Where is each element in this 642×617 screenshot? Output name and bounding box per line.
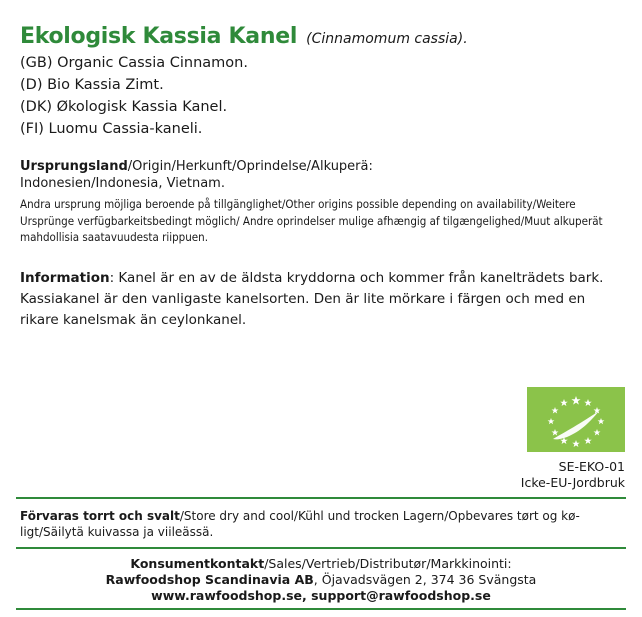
storage-text: /Store dry and cool/Kühl und trocken Lagern/Opbevares tørt og kø-ligt/Säilytä kuivassa ja viileässä.	[20, 509, 580, 539]
company-name: Rawfoodshop Scandinavia AB	[105, 572, 314, 587]
product-title	[20, 24, 468, 49]
contact-web-email[interactable]	[0, 588, 642, 604]
certification-codes	[521, 459, 625, 491]
information-section	[20, 268, 628, 331]
origin-label: Ursprungsland	[20, 159, 128, 174]
latin-name: (Cinnamomum cassia).	[306, 31, 468, 47]
eu-organic-leaf-logo-icon	[527, 387, 625, 452]
divider-bottom	[16, 608, 626, 610]
origin-label-translations: /Origin/Herkunft/Oprindelse/Alkuperä:	[127, 159, 373, 174]
contact-label: Konsumentkontakt	[130, 556, 265, 571]
origin-note: Andra ursprung möjliga beroende på tillgänglighet/Other origins possible depending on availability/Weitere Ursprünge verfügbarkeitsbedingt möglich/ Andre oprindelser mulige afhængig af tilgængelighed/Muut alkuperät mahdollisia saatavuudesta riippuen.	[20, 197, 603, 244]
contact-label-translations: /Sales/Vertrieb/Distributør/Markkinointi:	[264, 556, 512, 571]
origin-countries: Indonesien/Indonesia, Vietnam.	[20, 176, 225, 191]
contact-company-line	[0, 572, 642, 588]
web-email-link[interactable]: www.rawfoodshop.se, support@rawfoodshop.se	[151, 588, 491, 603]
divider-top	[16, 497, 626, 499]
information-text: : Kanel är en av de äldsta kryddorna och kommer från kanelträdets bark. Kassiakanel är den vanligaste kanelsorten. Den är lite mörkare i färgen och med en rikare kanelsmak än ceylonkanel.	[20, 270, 604, 328]
contact-heading	[0, 556, 642, 572]
divider-middle	[16, 547, 626, 549]
company-address: , Öjavadsvägen 2, 374 36 Svängsta	[313, 572, 537, 587]
product-name: Ekologisk Kassia Kanel	[20, 24, 298, 49]
certification-code: SE-EKO-01	[558, 459, 625, 474]
agriculture-origin: Icke-EU-Jordbruk	[520, 475, 625, 490]
storage-section	[20, 508, 624, 540]
information-label: Information	[20, 270, 110, 286]
origin-section	[20, 158, 620, 192]
translation-gb: (GB) Organic Cassia Cinnamon.	[20, 55, 248, 71]
storage-label: Förvaras torrt och svalt	[20, 509, 180, 523]
translation-dk: (DK) Økologisk Kassia Kanel.	[20, 99, 228, 115]
translation-fi: (FI) Luomu Cassia-kaneli.	[20, 121, 203, 137]
translation-de: (D) Bio Kassia Zimt.	[20, 77, 164, 93]
eu-leaf-icon	[527, 387, 625, 452]
